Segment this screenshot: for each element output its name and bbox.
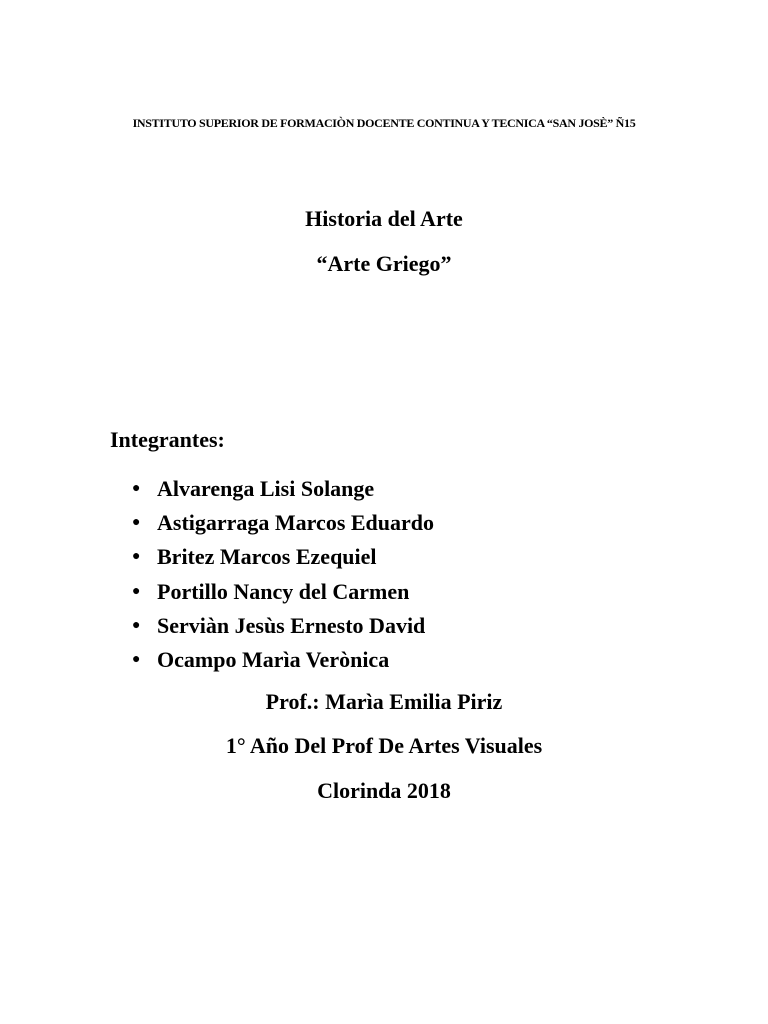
member-name: Astigarraga Marcos Eduardo [157, 510, 435, 536]
course-name: 1° Año Del Prof De Artes Visuales [225, 733, 543, 758]
member-name: Alvarenga Lisi Solange [157, 476, 375, 502]
member-name: Serviàn Jesùs Ernesto David [157, 612, 426, 638]
member-item [132, 643, 434, 677]
bullet-icon: ● [132, 549, 141, 565]
bullet-icon: ● [132, 652, 141, 668]
member-item [132, 575, 434, 609]
place-year: Clorinda 2018 [317, 778, 451, 803]
bullet-icon: ● [132, 481, 141, 497]
member-name: Ocampo Marìa Verònica [157, 647, 390, 673]
topic-title: “Arte Griego” [316, 251, 452, 276]
member-item [132, 506, 434, 540]
bullet-icon: ● [132, 583, 141, 599]
institution-header: INSTITUTO SUPERIOR DE FORMACIÒN DOCENTE CONTINUA Y TECNICA “SAN JOSÈ” Ñ15 [132, 116, 636, 130]
member-item [132, 540, 434, 574]
members-heading: Integrantes: [110, 427, 225, 452]
professor-name: Prof.: Marìa Emilia Piriz [265, 689, 503, 714]
member-item [132, 472, 434, 506]
member-item [132, 609, 434, 643]
bullet-icon: ● [132, 515, 141, 531]
member-name: Portillo Nancy del Carmen [157, 578, 410, 604]
subject-title: Historia del Arte [305, 206, 463, 231]
members-list [132, 472, 434, 677]
bullet-icon: ● [132, 617, 141, 633]
member-name: Britez Marcos Ezequiel [157, 544, 377, 570]
